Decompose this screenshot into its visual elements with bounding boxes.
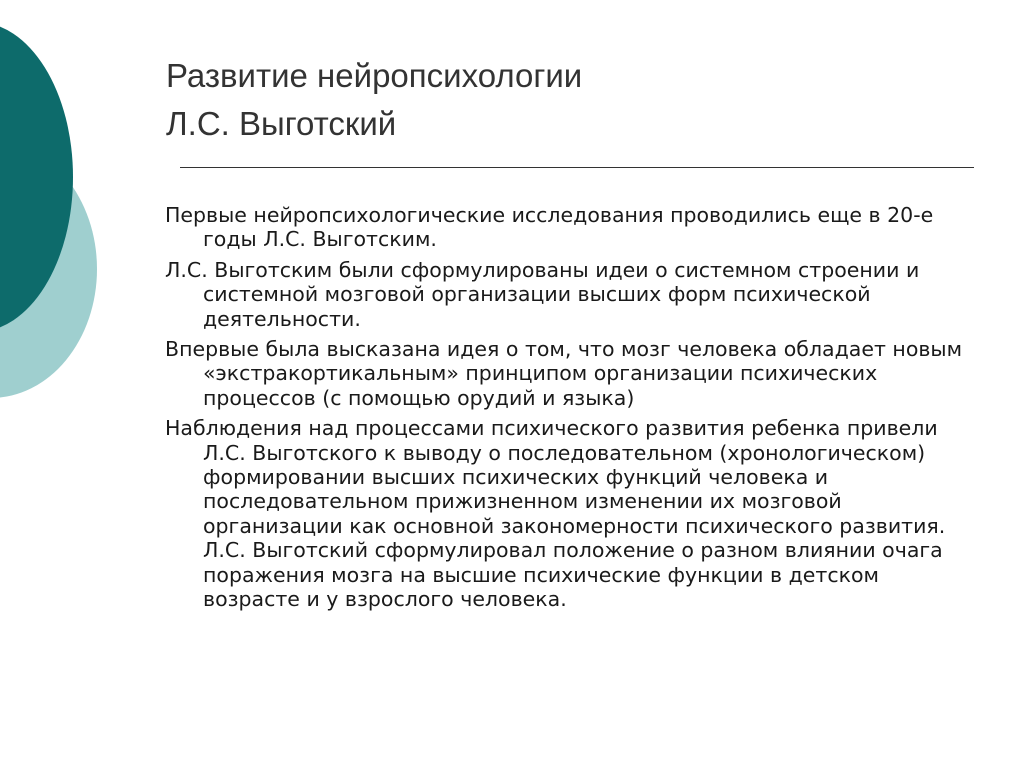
title-divider <box>180 167 974 168</box>
slide-title-line-2: Л.С. Выготский <box>166 105 397 142</box>
body-paragraph: Впервые была высказана идея о том, что мозг человека обладает новым «экстракортикальным» принципом организации психических процессов (с помощью орудий и языка) <box>165 337 963 410</box>
slide-title-line-1: Развитие нейропсихологии <box>166 57 583 94</box>
body-paragraph: Наблюдения над процессами психического развития ребенка привели Л.С. Выготского к выводу о последовательном (хронологическом) формировании высших психических функций человека и последовательном прижизненном изменении их мозговой организации как основной закономерности психического развития. Л.С. Выготский сформулировал положение о разном влиянии очага поражения мозга на высшие психические функции в детском возрасте и у взрослого человека. <box>165 416 946 612</box>
body-paragraph: Первые нейропсихологические исследования проводились еще в 20-е годы Л.С. Выготским. <box>165 203 934 252</box>
slide-title <box>166 52 966 148</box>
slide-body <box>165 203 965 618</box>
body-paragraph: Л.С. Выготским были сформулированы идеи о системном строении и системной мозговой организации высших форм психической деятельности. <box>165 257 920 331</box>
